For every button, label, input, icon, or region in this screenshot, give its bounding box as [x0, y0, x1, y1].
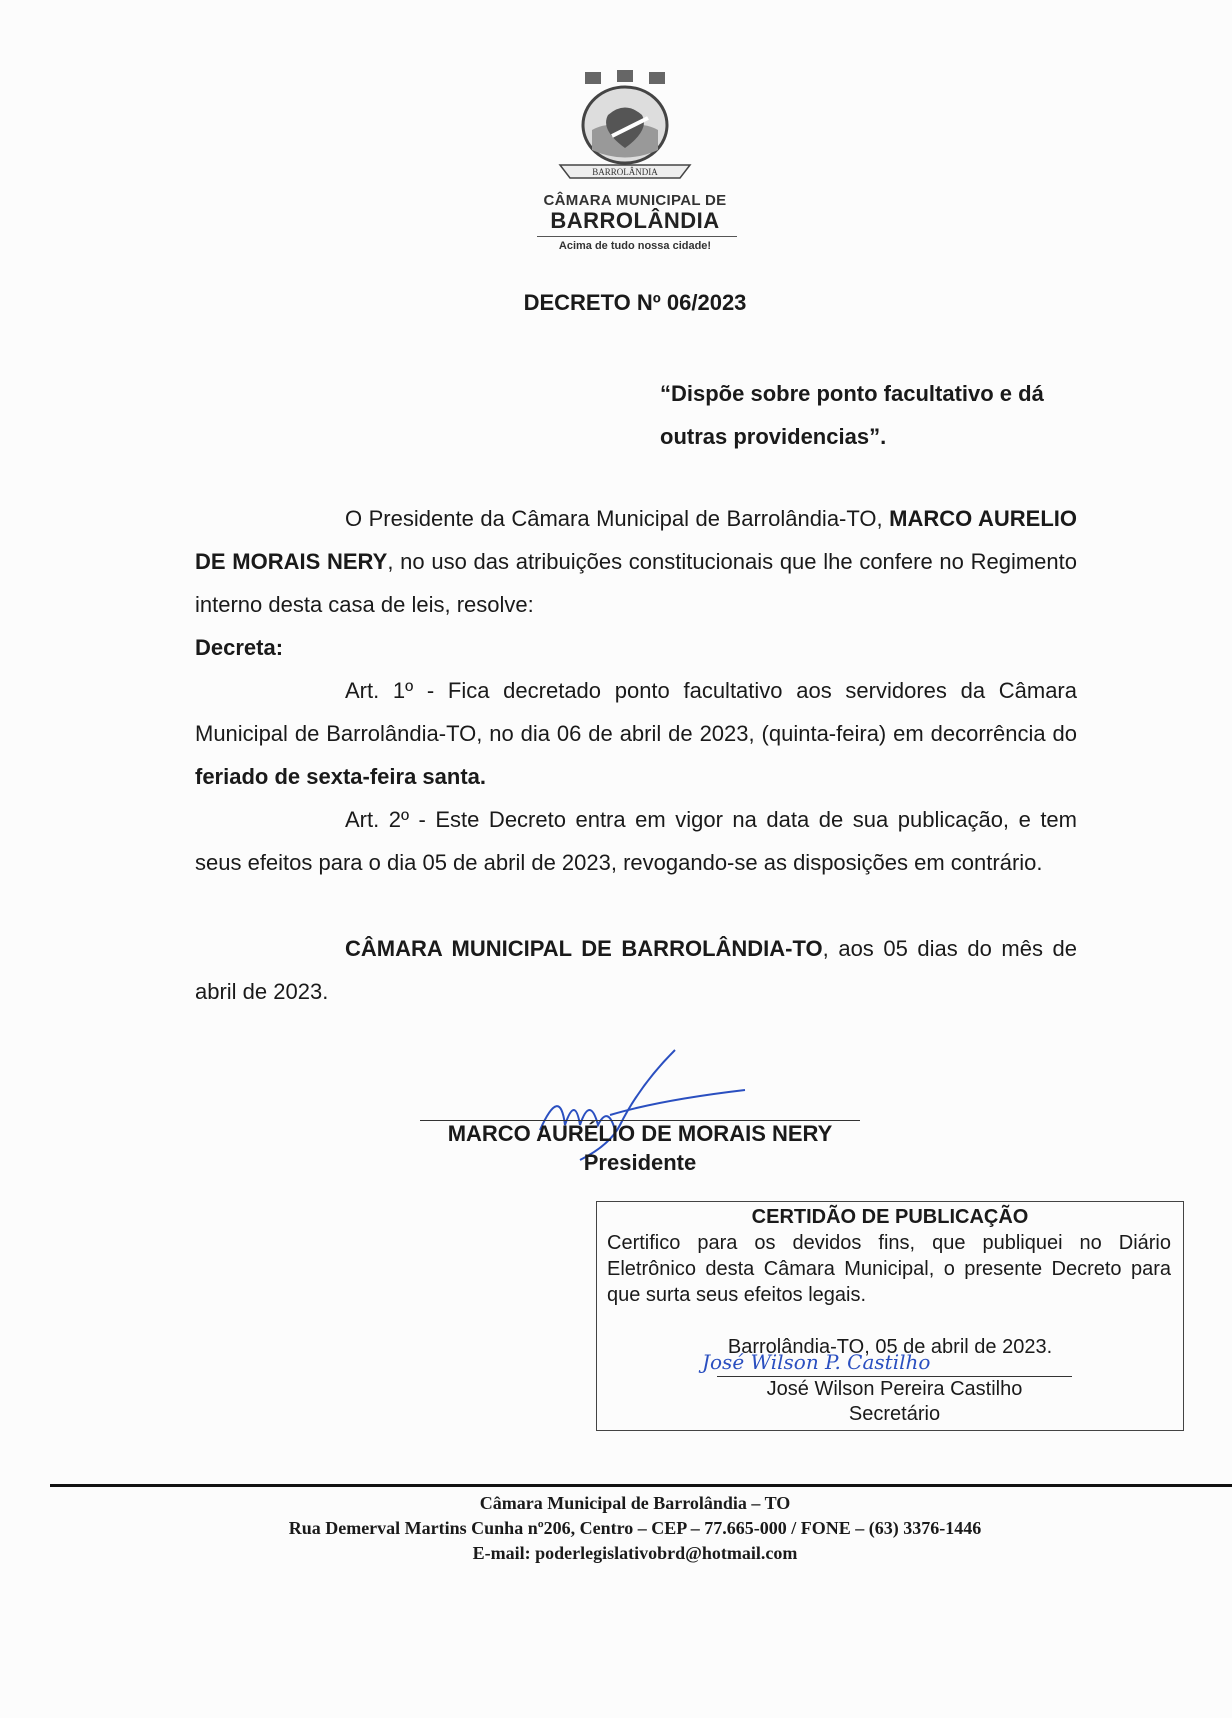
article-1-text: Art. 1º - Fica decretado ponto facultativo aos servidores da Câmara Municipal de Barrolândia-TO, no dia 06 de abril de 2023, (quinta-feira) em decorrência do — [195, 678, 1077, 746]
preamble-text: O Presidente da Câmara Municipal de Barrolândia-TO, — [345, 506, 890, 531]
president-name: MARCO AURÉLIO DE MORAIS NERY — [447, 1121, 833, 1146]
secretary-signature-line — [717, 1376, 1072, 1377]
org-divider — [537, 236, 737, 237]
closing-bold: CÂMARA MUNICIPAL DE BARROLÂNDIA-TO — [345, 936, 823, 961]
footer-divider — [50, 1484, 1232, 1487]
decree-summary: “Dispõe sobre ponto facultativo e dá outras providencias”. — [660, 381, 1044, 449]
org-motto: Acima de tudo nossa cidade! — [558, 240, 712, 252]
article-1-bold: feriado de sexta-feira santa. — [195, 764, 487, 789]
certificate-text: Certifico para os devidos fins, que publiquei no Diário Eletrônico desta Câmara Municipal, o presente Decreto para que surta seus efeitos legais. — [607, 1232, 1171, 1306]
certificate-date: Barrolândia-TO, 05 de abril de 2023. — [727, 1336, 1053, 1358]
closing-text: , aos 05 dias do mês de abril de 2023. — [195, 936, 1077, 1004]
logo-banner-text: BARROLÂNDIA — [592, 167, 658, 177]
preamble-text-cont: , no uso das atribuições constitucionais que lhe confere no Regimento interno desta casa de leis, resolve: — [195, 549, 1077, 617]
secretary-signature-script: José Wilson P. Castilho — [702, 1350, 931, 1374]
publication-certificate-box — [596, 1201, 1184, 1431]
secretary-role: Secretário — [848, 1403, 941, 1425]
article-1 — [195, 669, 1077, 798]
article-2-text: Art. 2º - Este Decreto entra em vigor na data de sua publicação, e tem seus efeitos para o dia 05 de abril de 2023, revogando-se as disposições em contrário. — [195, 807, 1077, 875]
org-name-line2: BARROLÂNDIA — [550, 208, 720, 233]
footer-org: Câmara Municipal de Barrolândia – TO — [479, 1493, 791, 1513]
certificate-title: CERTIDÃO DE PUBLICAÇÃO — [751, 1206, 1029, 1228]
president-name-inline: MARCO AURELIO DE MORAIS NERY — [195, 506, 1077, 574]
article-2 — [195, 798, 1077, 884]
decree-body — [195, 497, 1077, 1013]
coat-of-arms-logo — [540, 70, 710, 190]
preamble-paragraph — [195, 497, 1077, 626]
footer-address: Rua Demerval Martins Cunha nº206, Centro – CEP – 77.665-000 / FONE – (63) 3376-1446 — [288, 1518, 982, 1538]
footer-email: E-mail: poderlegislativobrd@hotmail.com — [472, 1543, 798, 1563]
president-role: Presidente — [583, 1150, 697, 1175]
decree-title: DECRETO Nº 06/2023 — [523, 290, 747, 315]
org-name-line1: CÂMARA MUNICIPAL DE — [543, 192, 727, 209]
closing-paragraph — [195, 927, 1077, 1013]
secretary-name: José Wilson Pereira Castilho — [766, 1378, 1023, 1400]
decreta-label: Decreta: — [195, 635, 284, 660]
